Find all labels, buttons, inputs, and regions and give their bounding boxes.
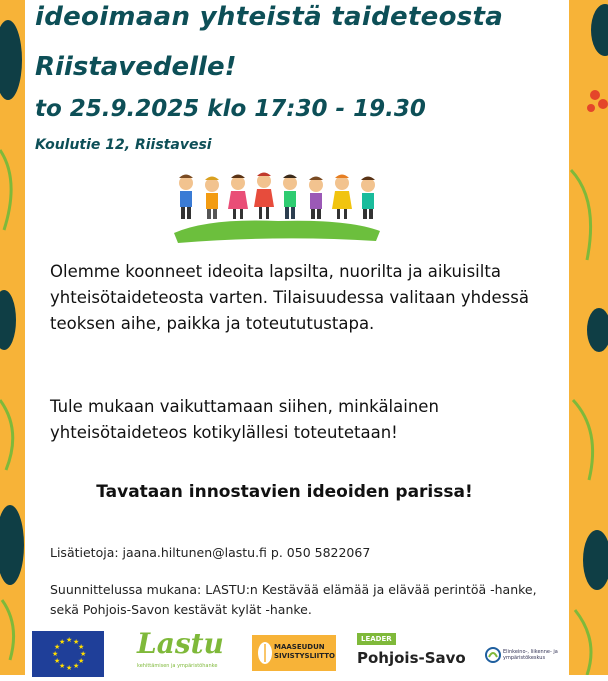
leader-name: Pohjois-Savo [357, 649, 466, 667]
svg-text:★: ★ [59, 638, 66, 646]
svg-text:★: ★ [66, 636, 73, 644]
left-leaf-pattern [0, 0, 25, 675]
lastu-subtitle: kehittämisen ja ympäristöhanke [137, 663, 218, 669]
svg-text:★: ★ [73, 662, 80, 670]
svg-text:★: ★ [78, 657, 85, 665]
partners-info: Suunnittelussa mukana: LASTU:n Kestävää elämää ja elävää perintöä -hanke, sekä Pohjois-Savon kestävät kylät -hanke. [50, 582, 537, 617]
poster-title-line2: Riistavedelle! [35, 52, 237, 82]
children-holding-hands-illustration [168, 163, 384, 245]
right-decorative-border [569, 0, 608, 675]
invitation-paragraph: Tule mukaan vaikuttamaan siihen, minkälainen yhteisötaideteos kotikylällesi toteutetaan! [50, 397, 439, 442]
svg-text:★: ★ [73, 638, 80, 646]
left-decorative-border [0, 0, 25, 675]
eu-flag-icon [32, 631, 104, 677]
ely-label: Elinkeino-, liikenne- ja ympäristökeskus [503, 649, 558, 661]
svg-text:★: ★ [66, 664, 73, 672]
maaseudun-label: MAASEUDUN SIVISTYSLIITTO [274, 643, 335, 660]
logo-strip [0, 625, 608, 675]
poster-title-line1: ideoimaan yhteistä taideteosta [35, 2, 504, 32]
contact-info: Lisätietoja: jaana.hiltunen@lastu.fi p. 050 5822067 [50, 545, 371, 560]
svg-text:★: ★ [80, 650, 87, 658]
right-flower-pattern [569, 0, 608, 675]
emphasis-line: Tavataan innostavien ideoiden parissa! [96, 482, 473, 502]
leaf-icon [257, 641, 273, 665]
svg-text:★: ★ [54, 643, 61, 651]
ely-centre-logo [485, 645, 565, 673]
maaseudun-sivistysliitto-logo [252, 635, 336, 671]
lastu-wordmark: Lastu [137, 627, 224, 660]
lastu-logo [137, 627, 234, 675]
svg-text:★: ★ [52, 650, 59, 658]
intro-paragraph: Olemme koonneet ideoita lapsilta, nuorilta ja aikuisilta yhteisötaideteosta varten. Tilaisuudessa valitaan yhdessä teoksen aihe, paikka ja toteututustapa. [50, 262, 529, 333]
leader-pohjois-savo-logo [357, 633, 466, 673]
svg-text:★: ★ [59, 662, 66, 670]
ely-emblem-icon [485, 647, 501, 663]
svg-text:★: ★ [78, 643, 85, 651]
svg-text:★: ★ [54, 657, 61, 665]
event-datetime: to 25.9.2025 klo 17:30 - 19.30 [35, 96, 426, 122]
leader-badge: LEADER [357, 633, 396, 645]
event-address: Koulutie 12, Riistavesi [35, 137, 212, 153]
